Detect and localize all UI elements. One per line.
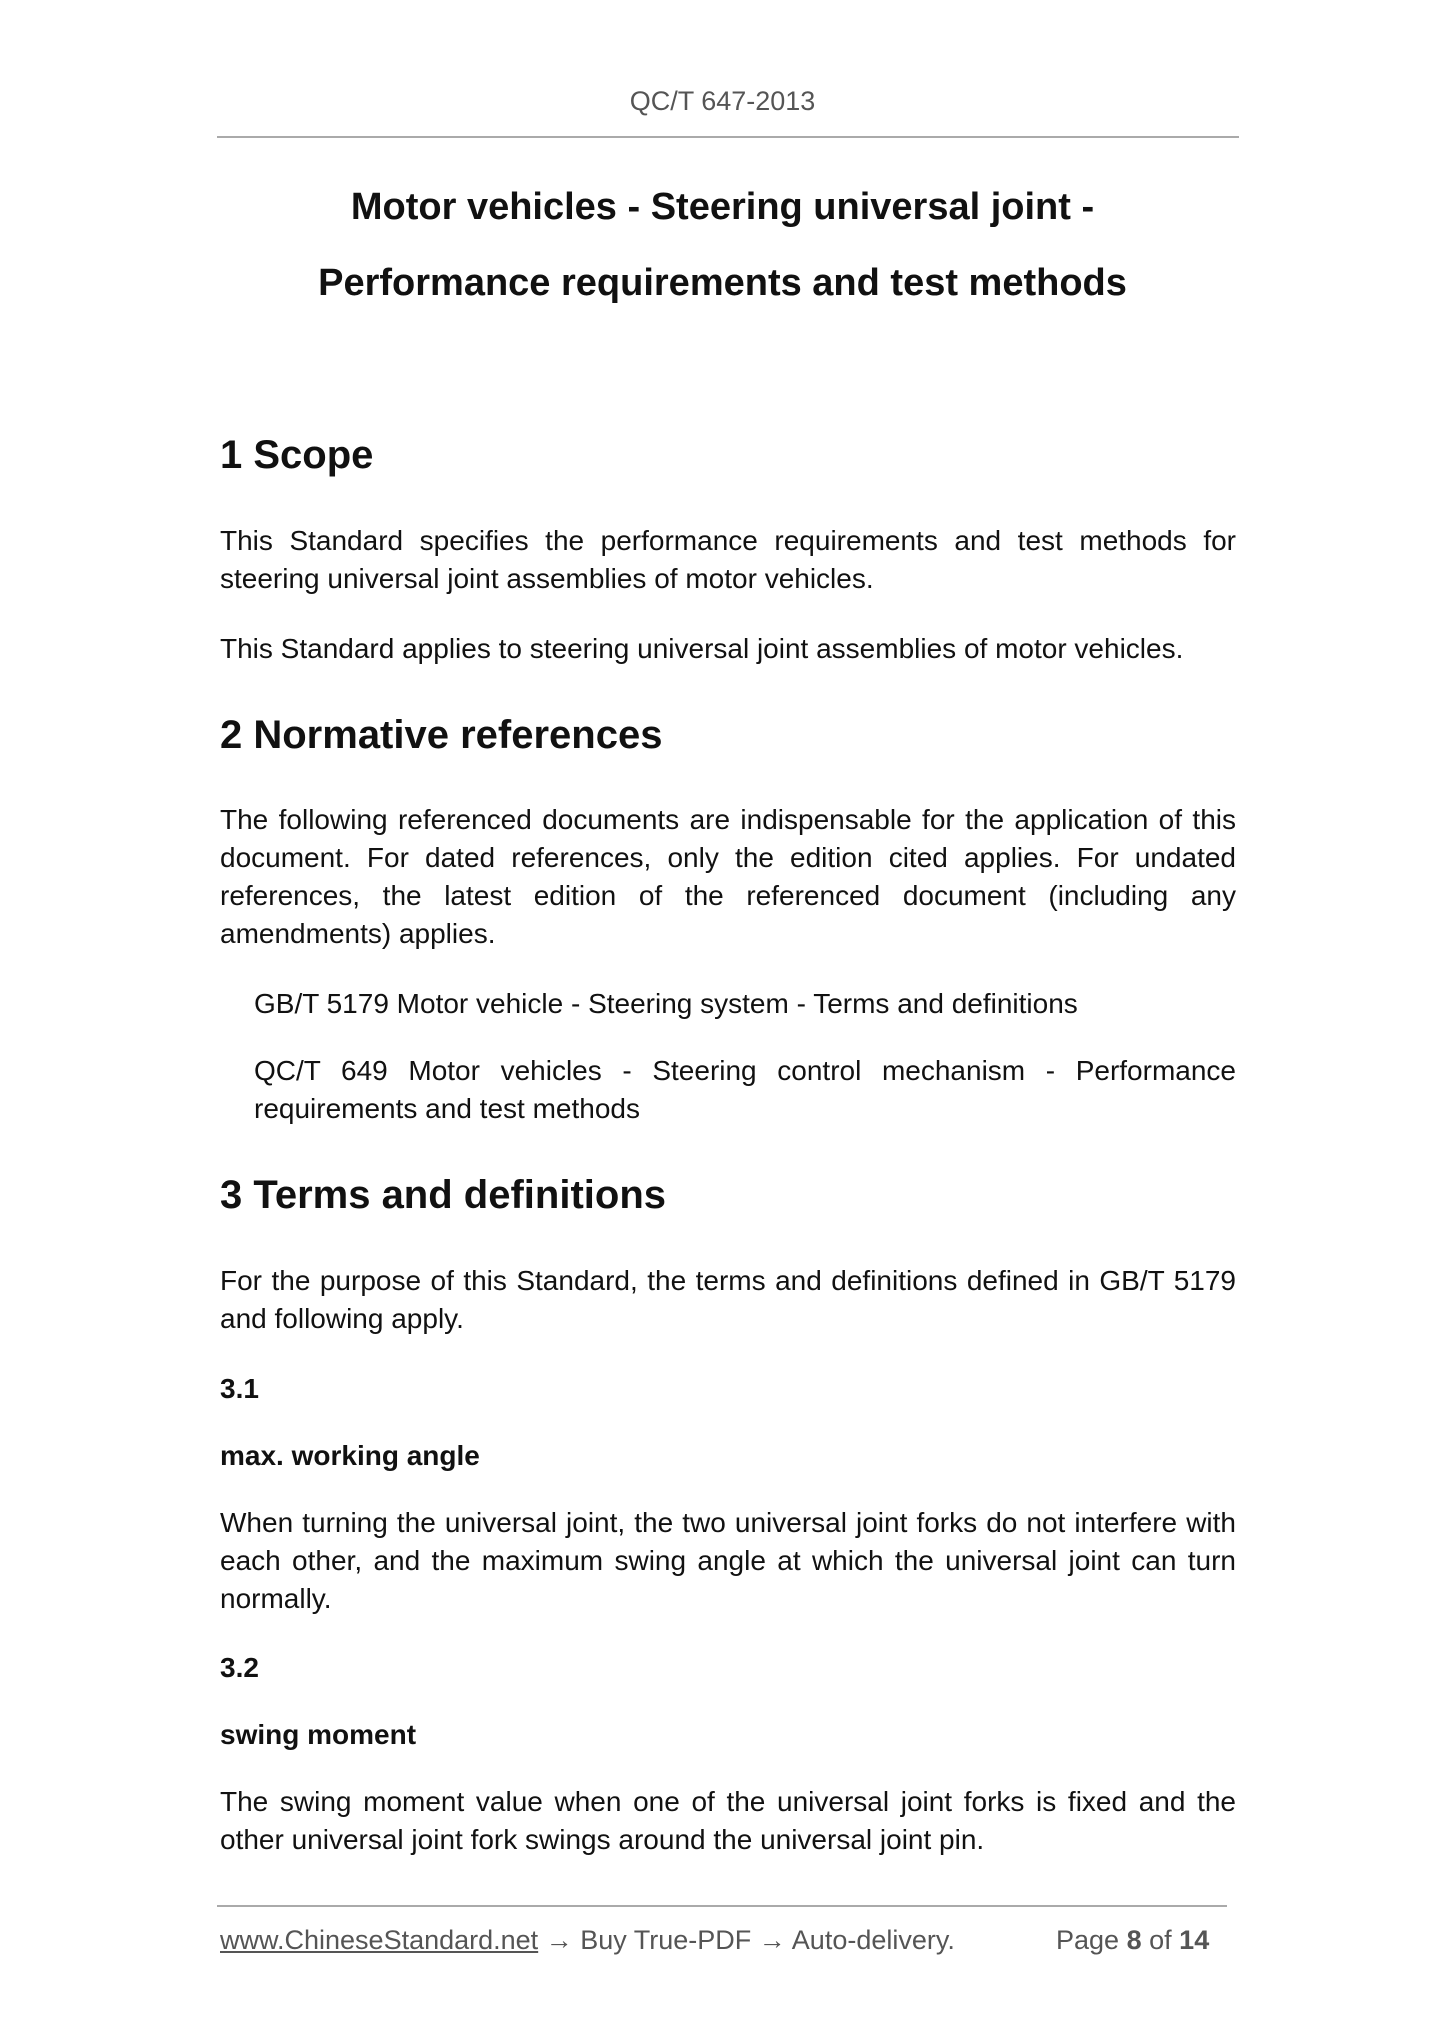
section-heading-scope: 1 Scope <box>220 433 374 477</box>
arrow-right-icon: → <box>545 1925 573 1955</box>
term-number: 3.2 <box>220 1652 259 1683</box>
footer-left <box>220 1925 955 1956</box>
scope-paragraph-1: This Standard specifies the performance requirements and test methods for steering universal joint assemblies of motor vehicles. <box>220 525 1236 594</box>
page-total: 14 <box>1179 1925 1210 1955</box>
page-number: 8 <box>1126 1925 1142 1955</box>
section-heading-terms: 3 Terms and definitions <box>220 1173 666 1217</box>
reference-item: GB/T 5179 Motor vehicle - Steering system - Terms and definitions <box>254 988 1078 1019</box>
term-name: swing moment <box>220 1719 417 1750</box>
section-heading-normative-references: 2 Normative references <box>220 713 663 757</box>
references-intro: The following referenced documents are indispensable for the application of this document. For dated references, only the edition cited applies. For undated references, the latest edition of the referenced document (including any amendments) applies. <box>220 804 1236 949</box>
term-definition: The swing moment value when one of the universal joint forks is fixed and the other universal joint fork swings around the universal joint pin. <box>220 1786 1236 1855</box>
page-indicator <box>1056 1925 1209 1956</box>
title-line-2: Performance requirements and test methods <box>318 262 1127 304</box>
buy-text: Buy True-PDF <box>580 1925 752 1955</box>
term-number: 3.1 <box>220 1373 259 1404</box>
delivery-text: Auto-delivery. <box>791 1925 955 1955</box>
website-link[interactable]: www.ChineseStandard.net <box>220 1925 539 1955</box>
header-doc-code: QC/T 647-2013 <box>629 86 816 116</box>
title-line-1: Motor vehicles - Steering universal joint - <box>350 186 1095 228</box>
footer-divider <box>217 1905 1227 1907</box>
scope-paragraph-2: This Standard applies to steering universal joint assemblies of motor vehicles. <box>220 633 1184 664</box>
terms-intro: For the purpose of this Standard, the terms and definitions defined in GB/T 5179 and following apply. <box>220 1265 1236 1334</box>
page-label: Page <box>1056 1925 1120 1955</box>
reference-item: QC/T 649 Motor vehicles - Steering control mechanism - Performance requirements and test methods <box>254 1055 1236 1124</box>
header-divider <box>217 136 1239 138</box>
term-name: max. working angle <box>220 1440 480 1471</box>
term-definition: When turning the universal joint, the two universal joint forks do not interfere with each other, and the maximum swing angle at which the universal joint can turn normally. <box>220 1507 1236 1614</box>
arrow-right-icon: → <box>758 1925 786 1955</box>
of-label: of <box>1149 1925 1172 1955</box>
